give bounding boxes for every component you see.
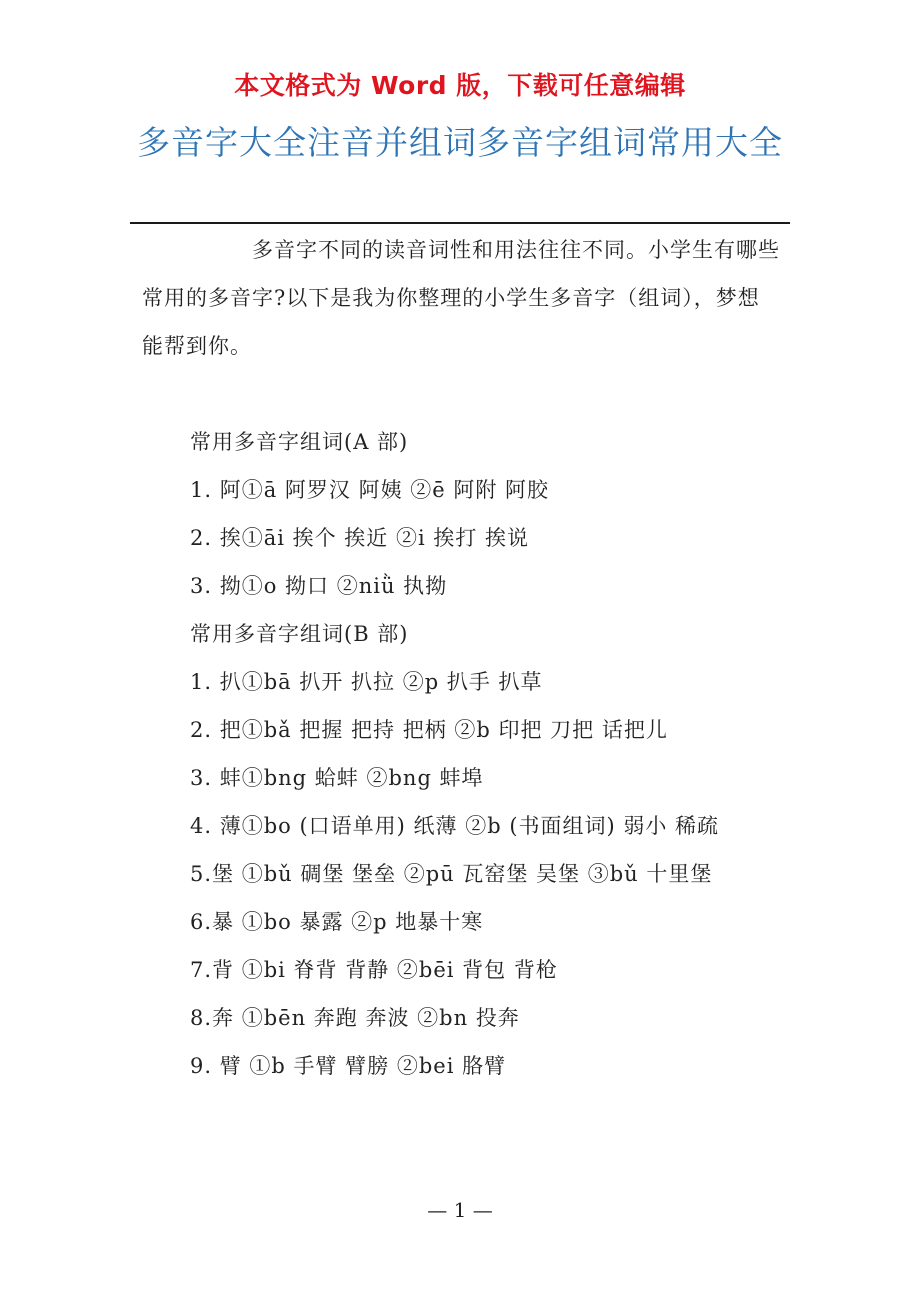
document-body: [142, 226, 780, 1090]
list-item: 2. 挨①āi 挨个 挨近 ②i 挨打 挨说: [190, 526, 530, 550]
list-item: 2. 把①bǎ 把握 把持 把柄 ②b 印把 刀把 话把儿: [190, 718, 668, 742]
section-b-heading: 常用多音字组词(B 部): [190, 622, 409, 646]
list-item: 7.背 ①bi 脊背 背静 ②bēi 背包 背枪: [190, 958, 558, 982]
list-item: 3. 蚌①bng 蛤蚌 ②bng 蚌埠: [190, 766, 484, 790]
blank-line: [142, 370, 780, 418]
page-number: — 1 —: [427, 1198, 493, 1222]
list-item: 4. 薄①bo (口语单用) 纸薄 ②b (书面组词) 弱小 稀疏: [190, 814, 720, 838]
list-item: 6.暴 ①bo 暴露 ②p 地暴十寒: [190, 910, 484, 934]
document-title: 多音字大全注音并组词多音字组词常用大全: [137, 123, 783, 162]
list-item: 8.奔 ①bēn 奔跑 奔波 ②bn 投奔: [190, 1006, 520, 1030]
section-a-heading: 常用多音字组词(A 部): [190, 430, 409, 454]
title-divider: [130, 222, 790, 224]
intro-paragraph: 多音字不同的读音词性和用法往往不同。小学生有哪些常用的多音字?以下是我为你整理的小学生多音字（组词），梦想能帮到你。: [142, 238, 780, 358]
list-item: 1. 扒①bā 扒开 扒拉 ②p 扒手 扒草: [190, 670, 543, 694]
list-item: 1. 阿①ā 阿罗汉 阿姨 ②ē 阿附 阿胶: [190, 478, 550, 502]
list-item: 9. 臂 ①b 手臂 臂膀 ②bei 胳臂: [190, 1054, 507, 1078]
list-item: 5.堡 ①bǔ 碉堡 堡垒 ②pū 瓦窑堡 吴堡 ③bǔ 十里堡: [190, 862, 713, 886]
format-banner: 本文格式为 Word 版，下载可任意编辑: [234, 71, 686, 100]
list-item: 3. 拗①o 拗口 ②niǜ 执拗: [190, 574, 448, 598]
